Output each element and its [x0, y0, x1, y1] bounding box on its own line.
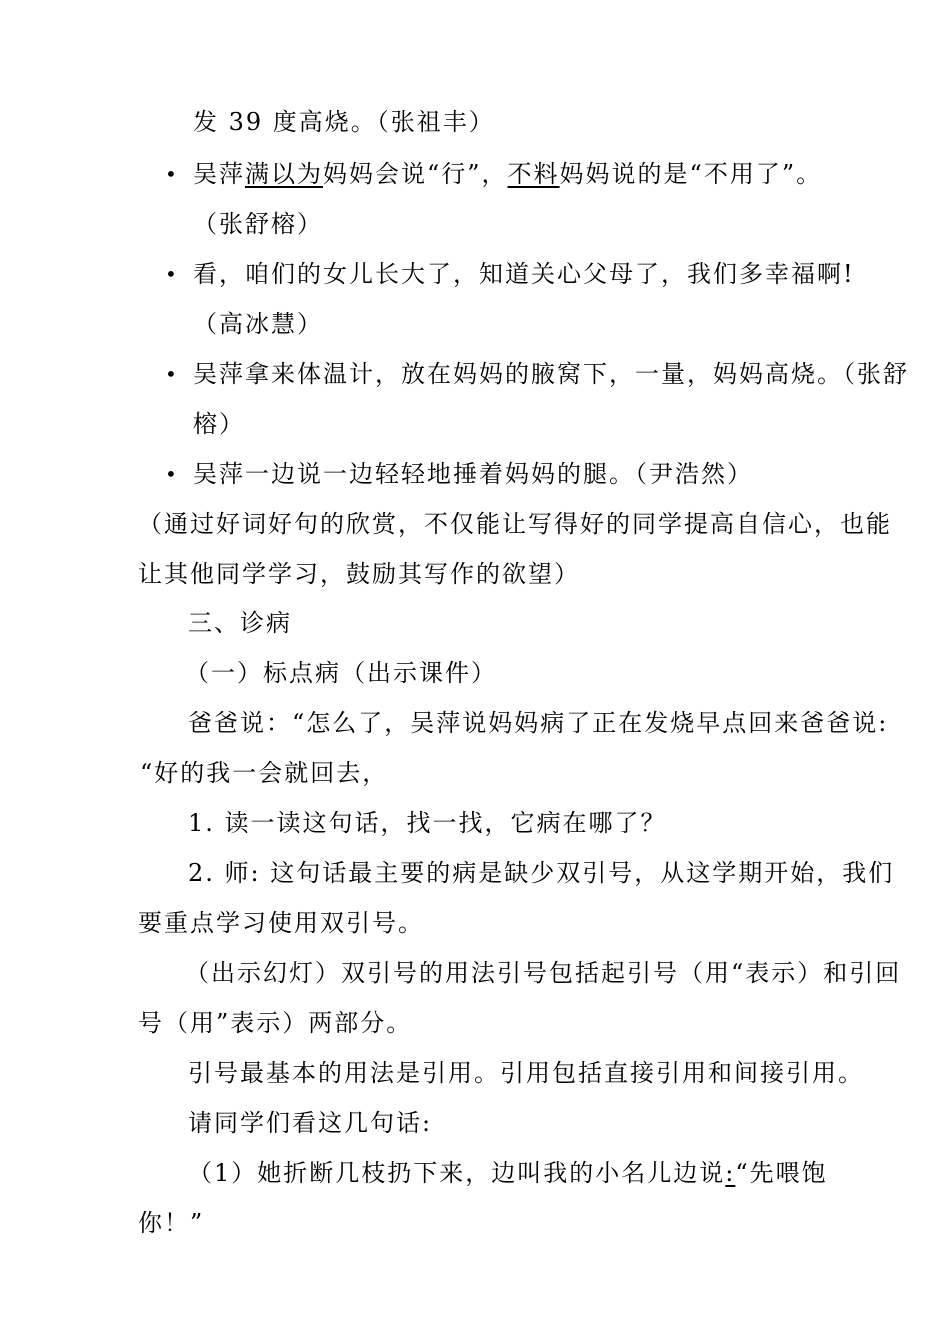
section-heading: 三、诊病 — [188, 609, 292, 637]
text-line: 引号最基本的用法是引用。引用包括直接引用和间接引用。 — [188, 1059, 864, 1087]
text-line — [193, 158, 822, 190]
text-line: （通过好词好句的欣赏，不仅能让写得好的同学提高自信心，也能 — [138, 510, 892, 538]
bullet-icon: • — [165, 362, 177, 386]
text-line: “好的我一会就回去， — [140, 759, 389, 787]
text-segment: 吴萍 — [193, 160, 245, 188]
text-line: 看，咱们的女儿长大了，知道关心父母了，我们多幸福啊! — [193, 260, 855, 288]
text-line: 号（用”表示）两部分。 — [138, 1009, 413, 1037]
text-line: 要重点学习使用双引号。 — [138, 909, 424, 937]
text-line: （出示幻灯）双引号的用法引号包括起引号（用“表示）和引回 — [185, 959, 902, 987]
text-line: 你！” — [138, 1209, 205, 1237]
text-line: 吴萍拿来体温计，放在妈妈的腋窝下，一量，妈妈高烧。（张舒 — [193, 360, 909, 388]
underlined-phrase: 满以为 — [245, 160, 323, 188]
bullet-icon: • — [165, 262, 177, 286]
bullet-icon: • — [165, 162, 177, 186]
text-segment: 妈妈会说“行”， — [323, 160, 508, 188]
text-segment: （1）她折断几枝扔下来，边叫我的小名儿边说 — [188, 1159, 726, 1187]
underlined-colon: : — [725, 1159, 736, 1187]
text-line: 吴萍一边说一边轻轻地捶着妈妈的腿。（尹浩然） — [193, 460, 753, 488]
text-line: 发 39 度高烧。（张祖丰） — [193, 108, 495, 136]
text-line: 让其他同学学习，鼓励其写作的欲望） — [138, 560, 580, 588]
underlined-phrase: 不料 — [507, 160, 560, 188]
list-item: 2. 师: 这句话最主要的病是缺少双引号，从这学期开始，我们 — [188, 859, 895, 887]
text-line: （高冰慧） — [193, 310, 323, 338]
text-segment: “先喂饱 — [735, 1159, 828, 1187]
text-line — [188, 1157, 828, 1189]
text-line: （张舒榕） — [193, 210, 323, 238]
list-item: 1. 读一读这句话，找一找，它病在哪了？ — [188, 809, 667, 837]
text-line: 榕） — [193, 410, 245, 438]
text-line: 爸爸说：“怎么了，吴萍说妈妈病了正在发烧早点回来爸爸说: — [188, 709, 889, 737]
text-line: 请同学们看这几句话: — [188, 1109, 433, 1137]
text-segment: 妈妈说的是“不用了”。 — [559, 160, 823, 188]
subsection-heading: （一）标点病（出示课件） — [185, 659, 497, 687]
bullet-icon: • — [165, 462, 177, 486]
